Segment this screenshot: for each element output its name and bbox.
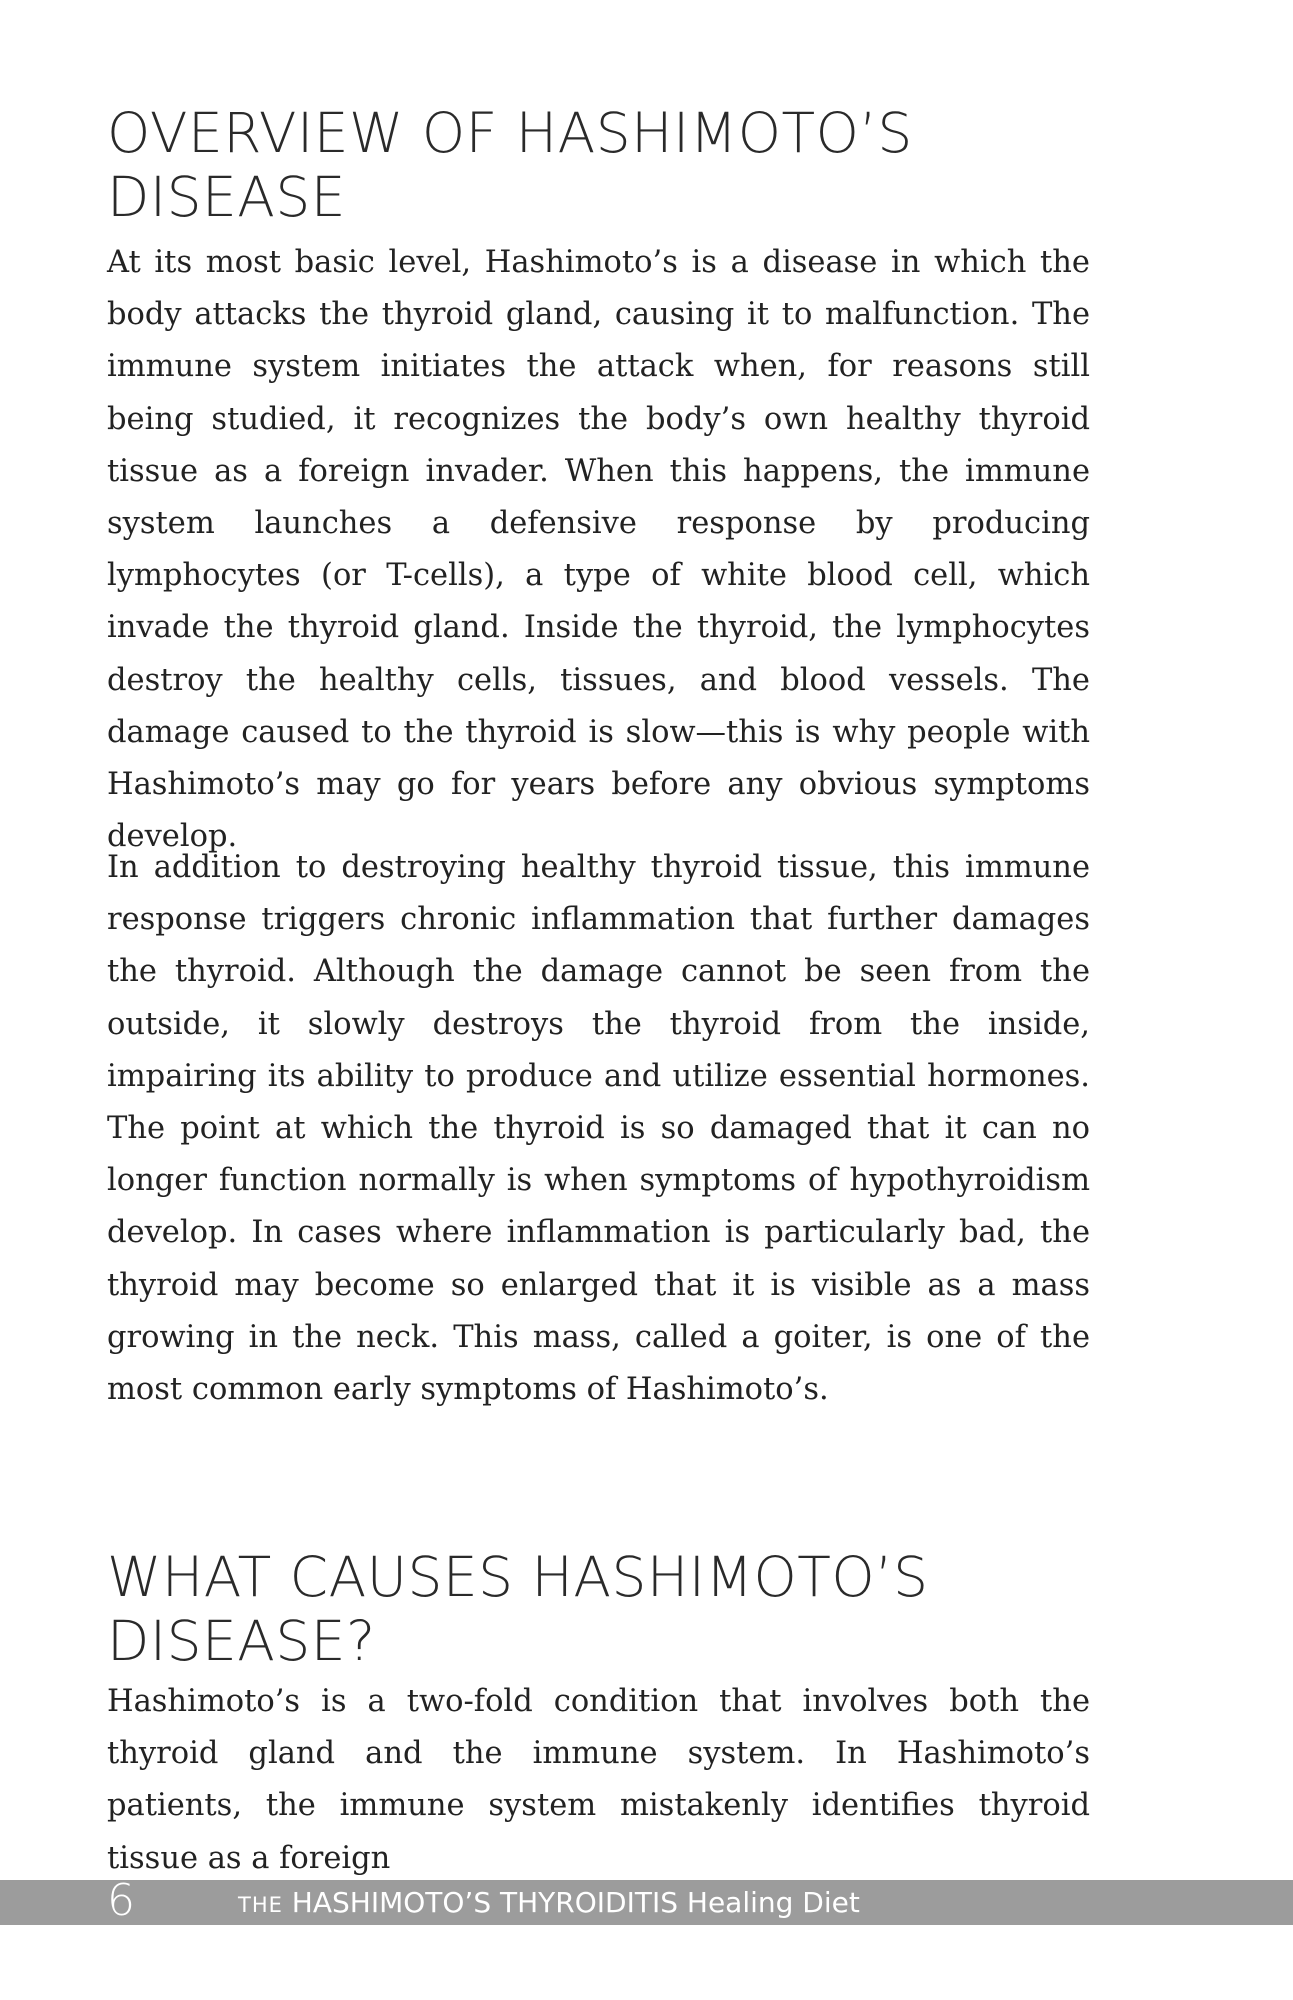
paragraph-overview-1: At its most basic level, Hashimoto’s is a disease in which the body attacks the thyroid gland, causing it to malfunction. The immune system initiates the attack when, for reasons still being studied, it recognizes the body’s own healthy thyroid tissue as a foreign invader. When this happens, the immune system launches a defensive response by producing lymphocytes (or T-cells), a type of white blood cell, which invade the thyroid gland. Inside the thyroid, the lymphocytes destroy the healthy cells, tissues, and blood vessels. The damage caused to the thyroid is slow—this is why people with Hashimoto’s may go for years before any obvious symptoms develop. <box>107 245 1090 855</box>
paragraph-causes-1: Hashimoto’s is a two-fold condition that involves both the thyroid gland and the immune system. In Hashimoto’s patients, the immune system mistakenly identifies thyroid tissue as a foreign <box>107 1684 1090 1876</box>
paragraph-overview-2: In addition to destroying healthy thyroid tissue, this immune response triggers chronic inflammation that further damages the thyroid. Although the damage cannot be seen from the outside, it slowly destroys the thyroid from the inside, impairing its ability to produce and utilize essential hormones. The point at which the thyroid is so damaged that it can no longer function normally is when symptoms of hypothyroidism develop. In cases where inflammation is particularly bad, the thyroid may become so enlarged that it is visible as a mass growing in the neck. This mass, called a goiter, is one of the most common early symptoms of Hashimoto’s. <box>107 850 1090 1408</box>
running-title-suffix: Healing Diet <box>686 1886 860 1919</box>
page-number: 6 <box>107 1875 135 1926</box>
running-title <box>238 1885 860 1923</box>
section-heading-causes: WHAT CAUSES HASHIMOTO’S DISEASE? <box>107 1545 929 1673</box>
section-heading-overview: OVERVIEW OF HASHIMOTO’S DISEASE <box>107 101 913 229</box>
running-title-prefix: THE <box>238 1893 283 1917</box>
running-title-main: HASHIMOTO’S THYROIDITIS <box>291 1886 678 1919</box>
